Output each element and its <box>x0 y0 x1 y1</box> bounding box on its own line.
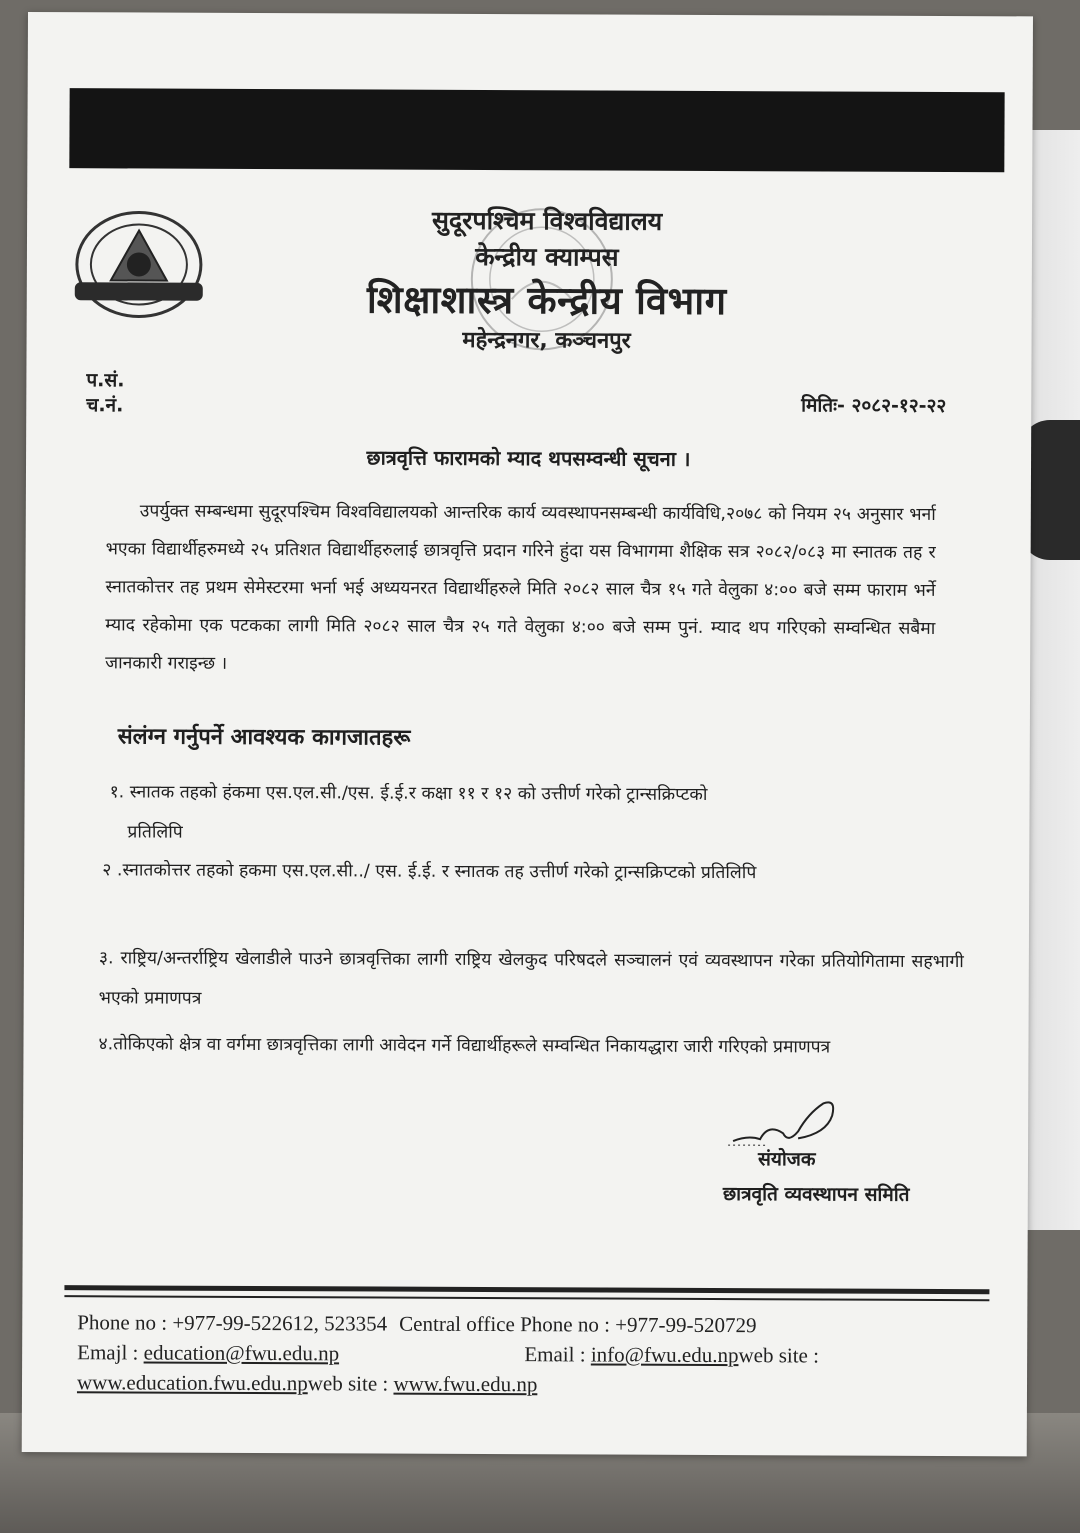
documents-heading: संलंग्न गर्नुपर्ने आवश्यक कागजातहरू <box>117 724 411 751</box>
footer-phones <box>77 1307 997 1341</box>
university-logo-icon <box>67 202 213 333</box>
website2-link[interactable]: www.fwu.edu.np <box>393 1371 538 1397</box>
location: महेन्द्रनगर, कञ्चनपुर <box>462 327 631 354</box>
website-link[interactable]: www.education.fwu.edu.np <box>76 1370 308 1396</box>
letterhead <box>277 201 818 357</box>
central-phone: Central office Phone no : +977-99-520729 <box>399 1311 757 1338</box>
document-item-1-cont: प्रतिलिपि <box>127 822 183 843</box>
website-label-b: web site : <box>307 1371 394 1396</box>
top-black-bar <box>69 88 1004 172</box>
footer-contact <box>77 1307 997 1401</box>
reference-cn: च.नं. <box>86 394 124 417</box>
signatory-committee: छात्रवृति व्यवस्थापन समिति <box>722 1183 910 1206</box>
website-label-a: web site : <box>738 1343 820 1368</box>
footer-rule <box>64 1285 989 1294</box>
signatory-title: संयोजक <box>757 1148 816 1171</box>
document-item-1-text: १. स्नातक तहको हंकमा एस.एल.सी./एस. ई.ई.र कक्षा ११ र १२ को उत्तीर्ण गरेको ट्रान्सक्रिप्टको <box>109 782 708 805</box>
reference-ps: प.सं. <box>86 369 125 392</box>
department-name: शिक्षाशास्त्र केन्द्रीय विभाग <box>366 277 727 324</box>
campus-name: केन्द्रीय क्याम्पस <box>475 241 619 272</box>
footer-rule-thin <box>64 1295 989 1301</box>
email-label: Emajl : <box>77 1340 144 1365</box>
document-item-2: २ .स्नातकोत्तर तहको हकमा एस.एल.सी../ एस. ई.ई. र स्नातक तह उत्तीर्ण गरेको ट्रान्सक्रिप्टको प्रतिलिपि <box>102 860 757 884</box>
document-item-4: ४.तोकिएको क्षेत्र वा वर्गमा छात्रवृत्तिका लागी आवेदन गर्ने विद्यार्थीहरूले सम्वन्धित निकायद्धारा जारी गरिएको प्रमाणपत्र <box>98 1034 831 1058</box>
notice-paper <box>22 12 1033 1456</box>
document-item-3: ३. राष्ट्रिय/अन्तर्राष्ट्रिय खेलाडीले पाउने छात्रवृत्तिका लागी राष्ट्रिय खेलकुद परिषदले सञ्चालनं एवं व्यवस्थापन गरेका प्रतियोगितामा सहभागी भएको प्रमाणपत्र <box>98 948 964 1009</box>
email2-label: Email : <box>524 1342 591 1367</box>
email2-link[interactable]: info@fwu.edu.np <box>590 1342 739 1368</box>
notice-date: मितिः- २०८२-१२-२२ <box>801 394 947 418</box>
document-item-1 <box>109 772 909 855</box>
reference-block <box>86 368 124 418</box>
footer-emails <box>77 1337 997 1371</box>
notice-subject: छात्रवृत्ति फारामको म्याद थपसम्वन्धी सूचना । <box>366 445 691 471</box>
email-link[interactable]: education@fwu.edu.np <box>143 1340 340 1366</box>
notice-body: उपर्युक्त सम्बन्धमा सुदूरपश्चिम विश्वविद्यालयको आन्तरिक कार्य व्यवस्थापनसम्बन्धी कार्यविधि,२०७८ को नियम २५ अनुसार भर्ना भएका विद्यार्थीहरुमध्ये २५ प्रतिशत विद्यार्थीहरुलाई छात्रवृत्ति प्रदान गरिने हुंदा यस विभागमा शैक्षिक सत्र २०८२/०८३ मा स्नातक तह र स्नातकोत्तर तह प्रथम सेमेस्टरमा भर्ना भई अध्ययनरत विद्यार्थीहरुले मिति २०८२ साल चैत्र १५ गते वेलुका ४:०० बजे सम्म फाराम भर्ने म्याद रहेकोमा एक पटकका लागी मिति २०८२ साल चैत्र २५ गते वेलुका ४:०० बजे सम्म पुनं. म्याद थप गरिएको सम्वन्धित सबैमा जानकारी गराइन्छ । <box>105 501 936 674</box>
phone-number: Phone no : +977-99-522612, 523354 <box>77 1310 388 1336</box>
university-name: सुदूरपश्चिम विश्वविद्यालय <box>431 205 663 236</box>
footer-websites <box>77 1367 997 1401</box>
